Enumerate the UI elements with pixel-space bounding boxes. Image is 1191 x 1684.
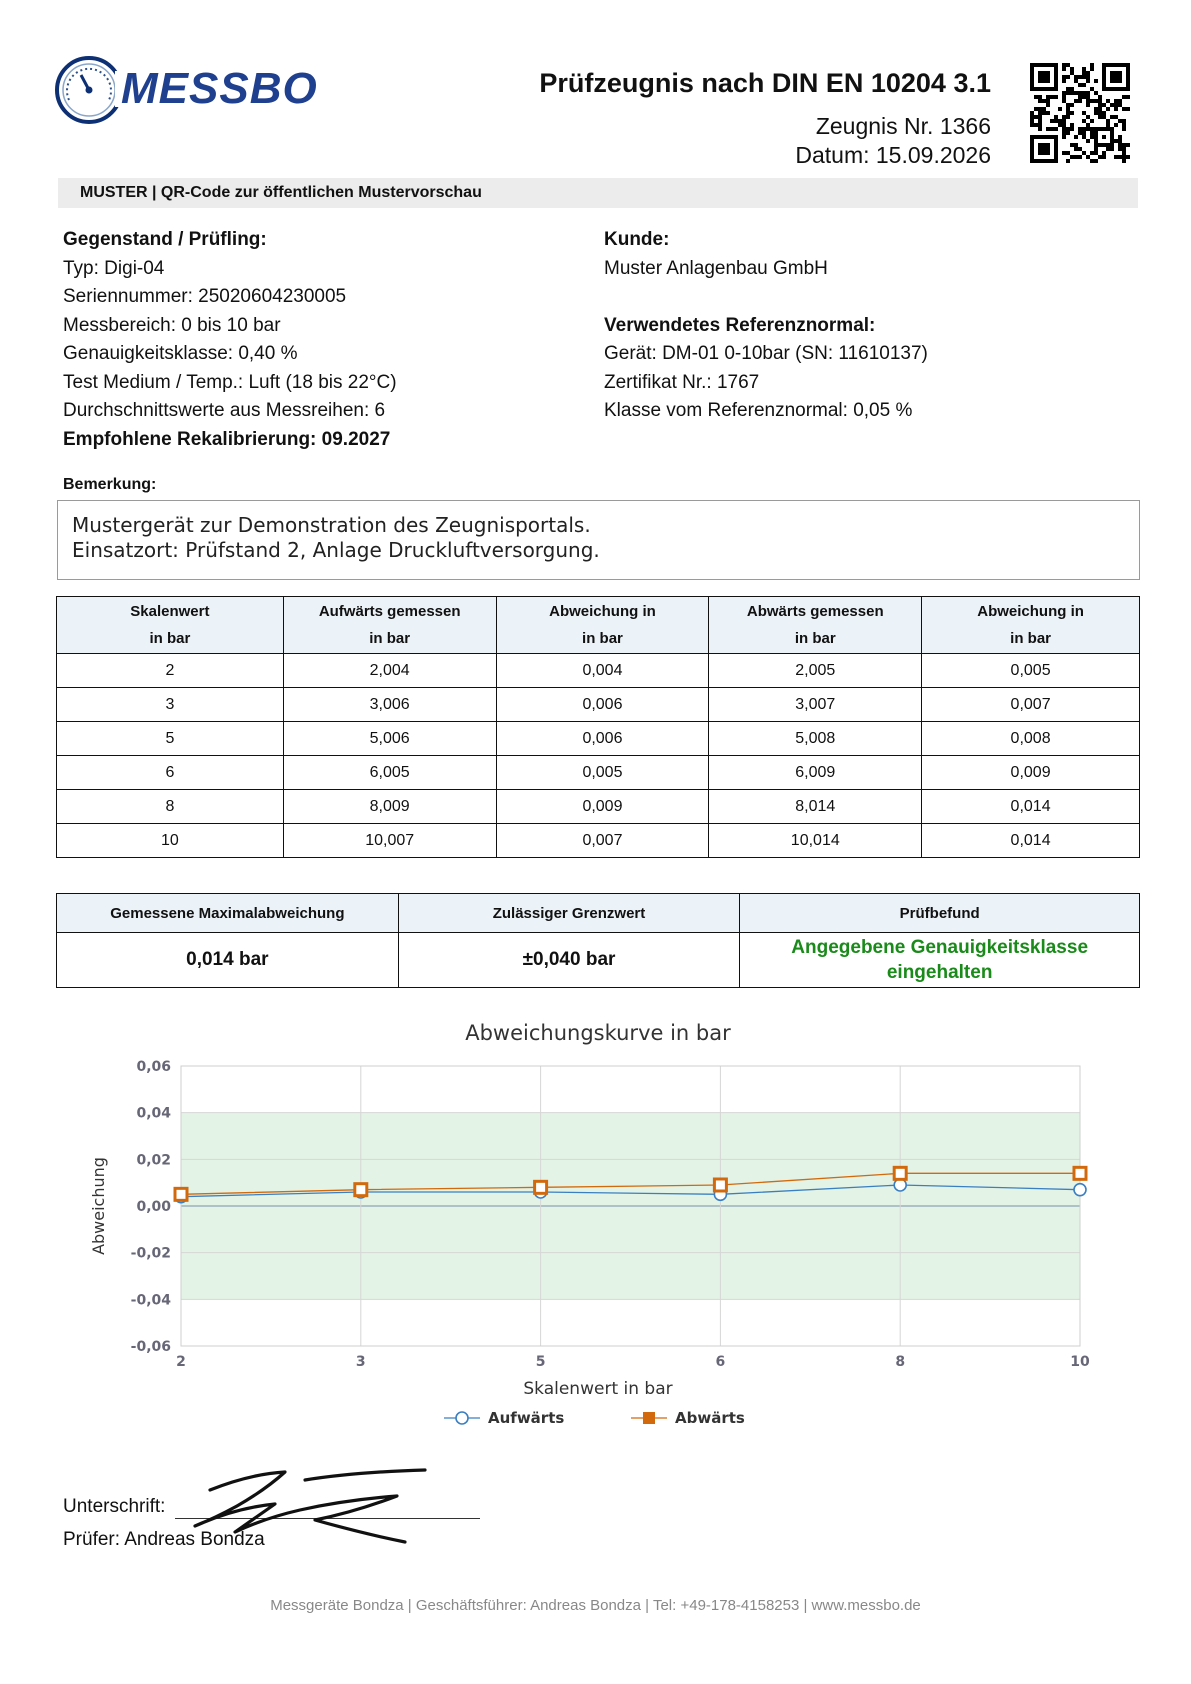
table-cell: 6,005 xyxy=(283,756,496,790)
y-tick-label: 0,00 xyxy=(136,1199,171,1215)
table-row xyxy=(57,824,1140,858)
header-result: Prüfbefund xyxy=(740,894,1140,933)
inspector-name: Prüfer: Andreas Bondza xyxy=(63,1529,265,1550)
table-cell: 3,006 xyxy=(283,688,496,722)
header-up-measured: Aufwärts gemessen in bar xyxy=(283,597,496,654)
item-type: Typ: Digi-04 xyxy=(63,257,165,279)
data-point xyxy=(175,1188,187,1200)
limit-value: ±0,040 bar xyxy=(398,933,740,988)
table-row xyxy=(57,654,1140,688)
legend-circle-icon xyxy=(456,1412,468,1424)
header-down-measured: Abwärts gemessen in bar xyxy=(709,597,922,654)
chart-title: Abweichungskurve in bar xyxy=(465,1021,731,1045)
table-cell: 6,009 xyxy=(709,756,922,790)
x-tick-label: 8 xyxy=(895,1354,906,1370)
header-limit: Zulässiger Grenzwert xyxy=(398,894,740,933)
item-range: Messbereich: 0 bis 10 bar xyxy=(63,314,281,336)
header-max-deviation: Gemessene Maximalabweichung xyxy=(57,894,399,933)
legend-label: Abwärts xyxy=(675,1409,745,1427)
header-down-deviation: Abweichung in in bar xyxy=(922,597,1140,654)
qr-code-icon[interactable] xyxy=(1030,63,1130,163)
x-tick-label: 2 xyxy=(176,1354,186,1370)
remark-line-2: Einsatzort: Prüfstand 2, Anlage Druckluftversorgung. xyxy=(72,538,600,562)
x-axis-label: Skalenwert in bar xyxy=(523,1379,673,1399)
data-point xyxy=(714,1179,726,1191)
data-point xyxy=(894,1167,906,1179)
max-deviation-value: 0,014 bar xyxy=(57,933,399,988)
certificate-date: Datum: 15.09.2026 xyxy=(795,142,991,168)
y-tick-label: -0,02 xyxy=(130,1245,171,1262)
reference-class: Klasse vom Referenznormal: 0,05 % xyxy=(604,400,913,421)
data-point xyxy=(535,1181,547,1193)
data-point xyxy=(355,1184,367,1196)
table-cell: 0,005 xyxy=(922,654,1140,688)
table-cell: 0,007 xyxy=(496,824,709,858)
header-up-deviation: Abweichung in in bar xyxy=(496,597,709,654)
header-scale: Skalenwert in bar xyxy=(57,597,284,654)
table-cell: 8 xyxy=(57,790,284,824)
y-tick-label: -0,04 xyxy=(130,1292,171,1309)
table-cell: 0,014 xyxy=(922,824,1140,858)
table-cell: 2,005 xyxy=(709,654,922,688)
table-cell: 0,004 xyxy=(496,654,709,688)
table-cell: 6 xyxy=(57,756,284,790)
y-axis-label: Abweichung xyxy=(89,1157,108,1255)
table-row xyxy=(57,790,1140,824)
result-line-1: Angegebene Genauigkeitsklasse xyxy=(791,937,1089,958)
y-tick-label: 0,02 xyxy=(136,1152,171,1169)
y-tick-label: 0,06 xyxy=(136,1059,171,1075)
table-row xyxy=(57,756,1140,790)
table-cell: 0,006 xyxy=(496,722,709,756)
sample-banner: MUSTER | QR-Code zur öffentlichen Mustervorschau xyxy=(58,178,1138,208)
customer-info xyxy=(604,226,928,426)
summary-value-row xyxy=(57,933,1140,988)
signature-label: Unterschrift: xyxy=(63,1496,166,1517)
summary-table xyxy=(56,893,1140,988)
table-cell: 5,006 xyxy=(283,722,496,756)
x-tick-label: 5 xyxy=(535,1354,546,1370)
item-recalibration: Empfohlene Rekalibrierung: 09.2027 xyxy=(63,428,391,450)
document-title: Prüfzeugnis nach DIN EN 10204 3.1 xyxy=(539,68,991,98)
remark-label: Bemerkung: xyxy=(63,476,157,493)
item-averages: Durchschnittswerte aus Messreihen: 6 xyxy=(63,400,386,421)
table-cell: 3,007 xyxy=(709,688,922,722)
measurement-header-row xyxy=(57,597,1140,654)
item-accuracy: Genauigkeitsklasse: 0,40 % xyxy=(63,343,298,364)
item-heading: Gegenstand / Prüfling: xyxy=(63,229,267,250)
deviation-chart xyxy=(56,1010,1140,1430)
result-value xyxy=(740,933,1140,988)
table-cell: 8,009 xyxy=(283,790,496,824)
item-medium: Test Medium / Temp.: Luft (18 bis 22°C) xyxy=(63,371,397,393)
table-cell: 10 xyxy=(57,824,284,858)
logo-wordmark: MESSBO xyxy=(121,64,318,113)
summary-header-row xyxy=(57,894,1140,933)
x-tick-label: 3 xyxy=(355,1354,366,1370)
table-cell: 0,014 xyxy=(922,790,1140,824)
measurement-table xyxy=(56,596,1140,858)
table-cell: 10,007 xyxy=(283,824,496,858)
remark-line-1: Mustergerät zur Demonstration des Zeugnisportals. xyxy=(72,513,591,537)
reference-certificate: Zertifikat Nr.: 1767 xyxy=(604,371,760,393)
footer: Messgeräte Bondza | Geschäftsführer: Andreas Bondza | Tel: +49-178-4158253 | www.messbo.de xyxy=(270,1597,921,1614)
reference-heading: Verwendetes Referenznormal: xyxy=(604,314,876,336)
table-cell: 0,008 xyxy=(922,722,1140,756)
x-tick-label: 10 xyxy=(1070,1354,1090,1370)
table-cell: 0,005 xyxy=(496,756,709,790)
table-cell: 2 xyxy=(57,654,284,688)
result-line-2: eingehalten xyxy=(886,962,993,983)
table-cell: 5,008 xyxy=(709,722,922,756)
x-tick-label: 6 xyxy=(715,1354,726,1370)
table-row xyxy=(57,688,1140,722)
y-tick-label: 0,04 xyxy=(136,1105,171,1122)
legend-square-icon xyxy=(643,1412,655,1424)
table-cell: 3 xyxy=(57,688,284,722)
table-cell: 0,007 xyxy=(922,688,1140,722)
y-tick-label: -0,06 xyxy=(130,1339,171,1355)
data-point xyxy=(1074,1184,1086,1196)
table-row xyxy=(57,722,1140,756)
item-info xyxy=(63,226,397,454)
legend-label: Aufwärts xyxy=(488,1409,565,1427)
remark-box xyxy=(57,500,1140,580)
table-cell: 0,009 xyxy=(922,756,1140,790)
table-cell: 5 xyxy=(57,722,284,756)
item-serial: Seriennummer: 25020604230005 xyxy=(63,286,347,307)
certificate-number: Zeugnis Nr. 1366 xyxy=(815,113,991,139)
data-point xyxy=(1074,1167,1086,1179)
table-cell: 0,006 xyxy=(496,688,709,722)
customer-name: Muster Anlagenbau GmbH xyxy=(604,257,828,279)
reference-device: Gerät: DM-01 0-10bar (SN: 11610137) xyxy=(604,343,928,364)
table-cell: 0,009 xyxy=(496,790,709,824)
customer-heading: Kunde: xyxy=(604,229,670,250)
table-cell: 2,004 xyxy=(283,654,496,688)
table-cell: 10,014 xyxy=(709,824,922,858)
company-logo xyxy=(55,55,318,125)
table-cell: 8,014 xyxy=(709,790,922,824)
